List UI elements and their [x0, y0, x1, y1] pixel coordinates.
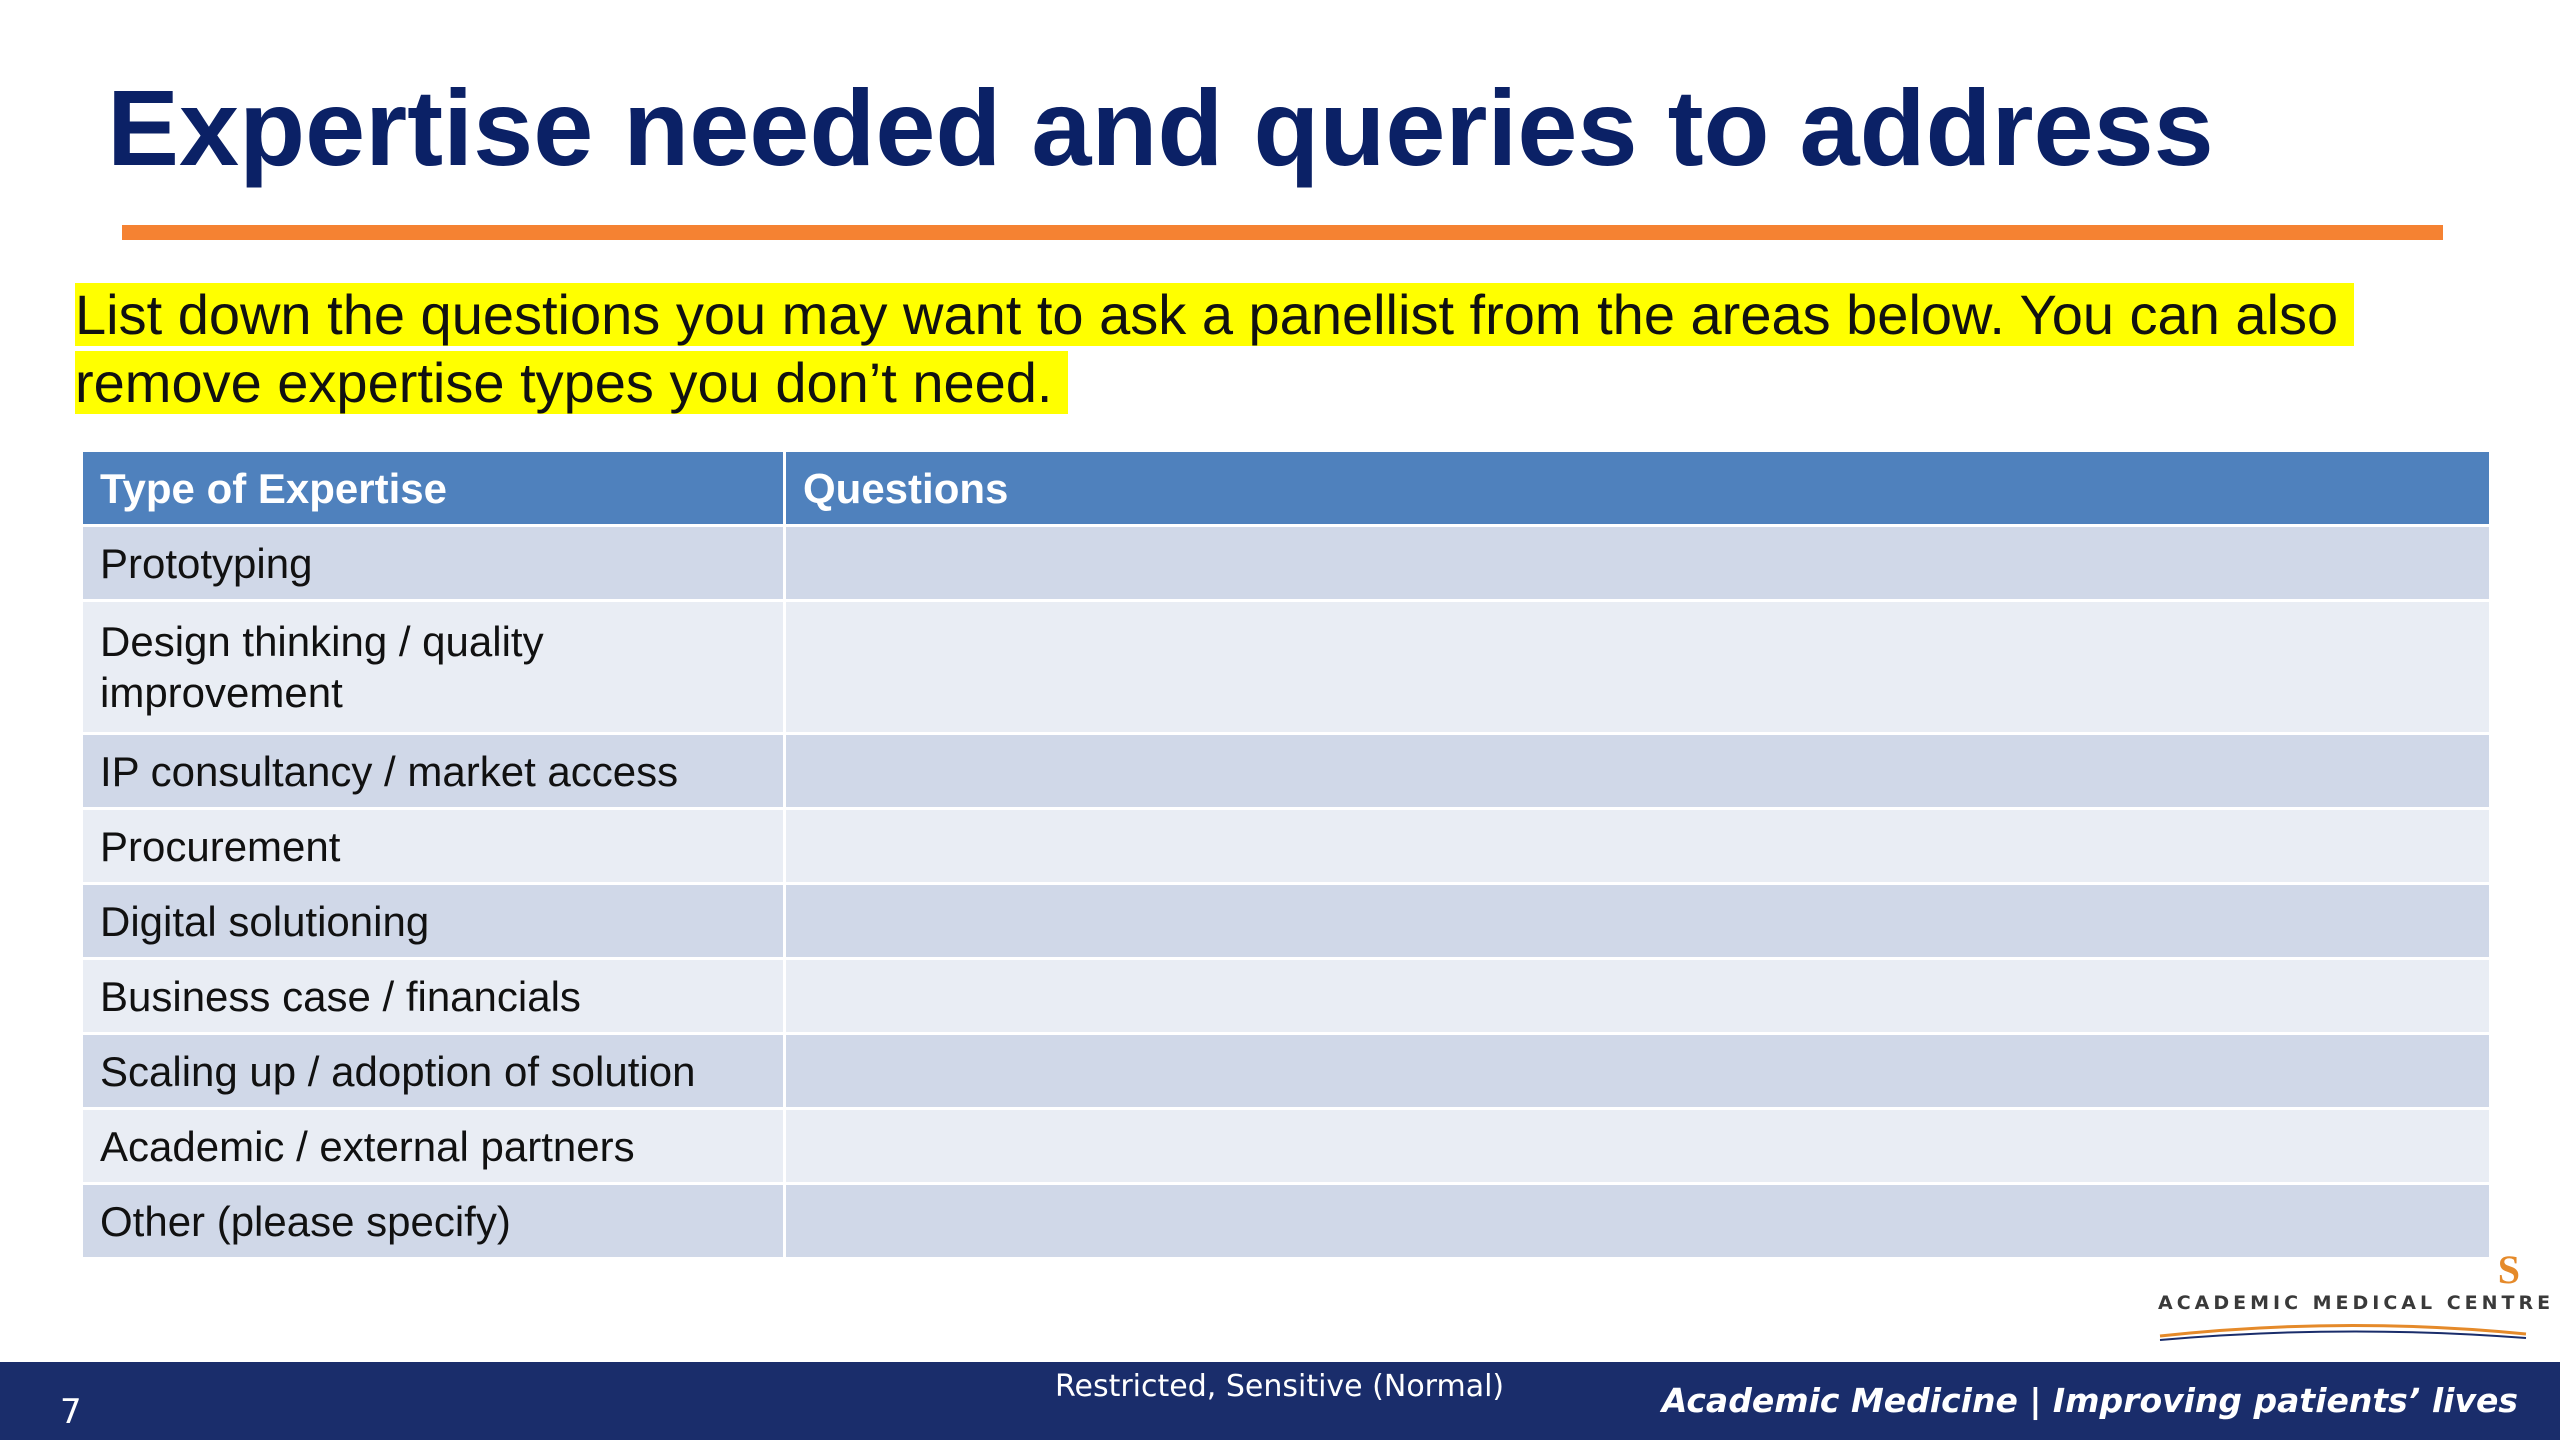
table-row — [82, 809, 2491, 884]
classification-label: Restricted, Sensitive (Normal) — [1055, 1369, 1505, 1404]
questions-cell[interactable] — [785, 1109, 2491, 1184]
expertise-cell: Procurement — [82, 809, 785, 884]
logo-letter: S — [2497, 1247, 2520, 1292]
header-type-of-expertise: Type of Expertise — [82, 451, 785, 526]
questions-cell[interactable] — [785, 601, 2491, 734]
questions-cell[interactable] — [785, 809, 2491, 884]
logo-text: ACADEMIC MEDICAL CENTRE — [2158, 1292, 2555, 1314]
table-row — [82, 1034, 2491, 1109]
page-number: 7 — [60, 1392, 82, 1432]
logo-swoosh-icon — [2158, 1318, 2528, 1342]
expertise-table — [80, 449, 2492, 1260]
instructions-highlight: List down the questions you may want to ask a panellist from the areas below. You can also remove expertise types you don’t need. — [75, 283, 2354, 414]
expertise-cell: Prototyping — [82, 526, 785, 601]
table-row — [82, 959, 2491, 1034]
header-questions: Questions — [785, 451, 2491, 526]
table-header-row — [82, 451, 2491, 526]
questions-cell[interactable] — [785, 1034, 2491, 1109]
questions-cell[interactable] — [785, 734, 2491, 809]
questions-cell[interactable] — [785, 526, 2491, 601]
expertise-cell: Design thinking / quality improvement — [82, 601, 785, 734]
footer-tagline: Academic Medicine | Improving patients’ lives — [1661, 1381, 2518, 1420]
table-row — [82, 1109, 2491, 1184]
table-row — [82, 526, 2491, 601]
footer-bar — [0, 1362, 2560, 1440]
academic-medical-centre-logo — [2148, 1247, 2555, 1340]
table-row — [82, 734, 2491, 809]
expertise-cell: Business case / financials — [82, 959, 785, 1034]
expertise-cell: Academic / external partners — [82, 1109, 785, 1184]
instructions — [75, 281, 2495, 417]
expertise-cell: Other (please specify) — [82, 1184, 785, 1259]
questions-cell[interactable] — [785, 1184, 2491, 1259]
table-row — [82, 884, 2491, 959]
expertise-cell: Scaling up / adoption of solution — [82, 1034, 785, 1109]
expertise-cell: Digital solutioning — [82, 884, 785, 959]
questions-cell[interactable] — [785, 959, 2491, 1034]
questions-cell[interactable] — [785, 884, 2491, 959]
title-underline — [122, 225, 2443, 240]
expertise-cell: IP consultancy / market access — [82, 734, 785, 809]
slide-title: Expertise needed and queries to address — [107, 67, 2214, 188]
table-row — [82, 1184, 2491, 1259]
table-row — [82, 601, 2491, 734]
